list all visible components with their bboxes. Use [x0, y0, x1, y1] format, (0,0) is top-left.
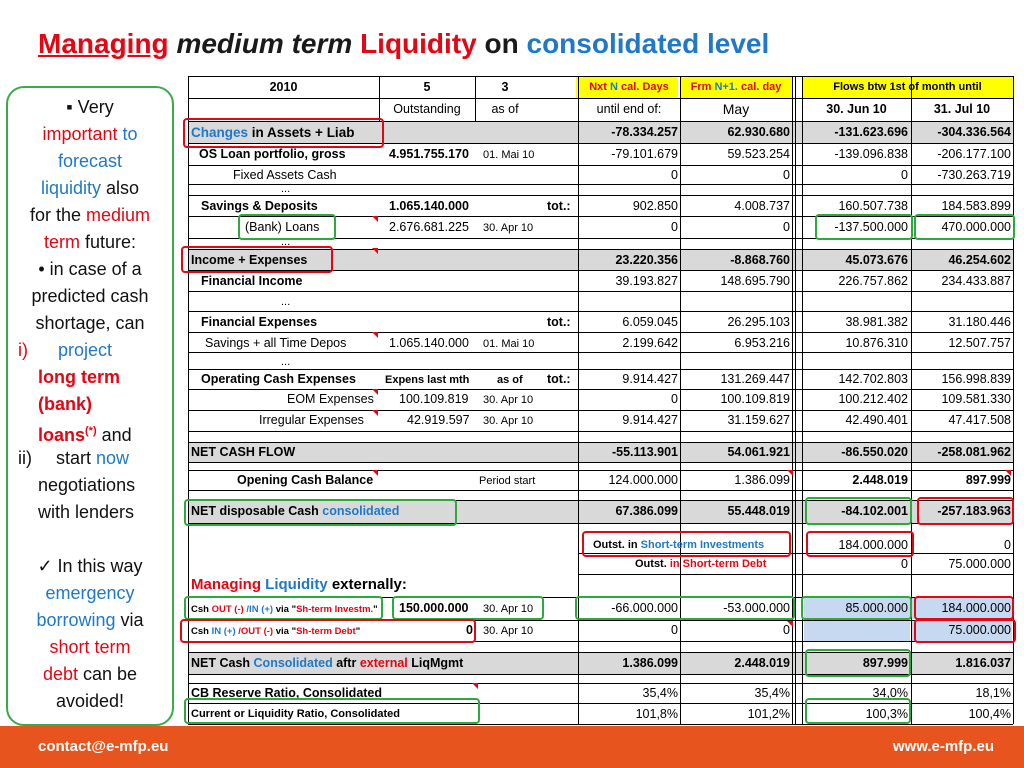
cell: 30. Apr 10 — [483, 222, 534, 234]
row-eom-label: EOM Expenses — [287, 392, 374, 406]
cell: 1.386.099 — [734, 473, 790, 487]
cell: 47.417.508 — [948, 413, 1011, 427]
comment-marker — [372, 332, 378, 338]
highlight-csh-investm-jul — [914, 596, 1014, 620]
cell: -304.336.564 — [937, 125, 1011, 139]
cell: 9.914.427 — [622, 372, 678, 386]
cell: 26.295.103 — [727, 315, 790, 329]
note-future: future: — [84, 232, 137, 252]
note-avoided: avoided! — [55, 691, 125, 711]
row-net-cash-consolidated-label: NET Cash Consolidated aftr external LiqMgmt — [191, 656, 464, 670]
cell: 902.850 — [632, 199, 678, 213]
cell: 131.269.447 — [720, 372, 790, 386]
blue-fill — [804, 620, 910, 641]
cell: 59.523.254 — [727, 147, 790, 161]
row-income-expenses-label: Income + Expenses — [191, 253, 308, 267]
cell: 4.951.755.170 — [389, 147, 469, 161]
comment-marker — [372, 470, 378, 476]
cell: 38.981.382 — [845, 315, 908, 329]
row-cb-reserve-label: CB Reserve Ratio, Consolidated — [191, 686, 383, 700]
cell: as of — [497, 374, 523, 386]
note-to: to — [122, 124, 138, 144]
note-project: project — [58, 340, 113, 360]
title-managing: Managing — [38, 28, 169, 59]
note-line: • in case of a — [38, 259, 142, 279]
cell: 184.000.000 — [941, 601, 1011, 615]
cell: 34,0% — [872, 686, 908, 700]
cell: 1.816.037 — [955, 656, 1011, 670]
row-net-cash-flow-label: NET CASH FLOW — [191, 445, 296, 459]
cell: -137.500.000 — [834, 220, 908, 234]
cell: 897.999 — [965, 473, 1011, 487]
cell: 0 — [901, 168, 908, 182]
footer-website-link[interactable]: www.e-mfp.eu — [892, 738, 994, 755]
comment-marker — [1005, 470, 1011, 476]
cell: -84.102.001 — [841, 504, 908, 518]
highlight-net-disposable — [184, 499, 457, 526]
cell: Expens last mth — [385, 374, 470, 386]
note-loans: loans — [38, 425, 86, 445]
note-liquidity: liquidity — [40, 178, 101, 198]
cell: 184.583.899 — [941, 199, 1011, 213]
note-via: via — [120, 610, 144, 630]
cell: 2.676.681.225 — [389, 220, 469, 234]
title-on: on — [484, 28, 519, 59]
note-start: start — [56, 448, 92, 468]
comment-marker — [372, 389, 378, 395]
row-financial-expenses-label: Financial Expenses — [201, 315, 318, 329]
cell: 184.000.000 — [838, 538, 908, 552]
row-csh-debt-label: Csh IN (+) /OUT (-) via "Sh-term Debt" — [191, 626, 361, 637]
cell: 30. Apr 10 — [483, 603, 534, 615]
note-important: important — [42, 124, 118, 144]
cell: 1.065.140.000 — [389, 199, 469, 213]
header-as-of: as of — [491, 102, 519, 116]
cell: 46.254.602 — [948, 253, 1011, 267]
cell: 01. Mai 10 — [483, 149, 535, 161]
title-liquidity: Liquidity — [360, 28, 477, 59]
cell: 100,3% — [865, 707, 908, 721]
footer-contact-link[interactable]: contact@e-mfp.eu — [38, 738, 169, 755]
cell: 35,4% — [642, 686, 678, 700]
cell: 75.000.000 — [948, 557, 1011, 571]
highlight-bank-jun — [815, 214, 913, 240]
cell: 62.930.680 — [727, 125, 790, 139]
note-borrowing: borrowing — [36, 610, 116, 630]
cell: 2.448.019 — [734, 656, 790, 670]
footer-bar — [0, 726, 1024, 768]
cell: 2.448.019 — [852, 473, 908, 487]
cell: 160.507.738 — [838, 199, 908, 213]
row-bank-loans-label: (Bank) Loans — [245, 220, 320, 234]
ellipsis: ... — [281, 183, 291, 195]
row-changes-label: Changes in Assets + Liab — [191, 125, 355, 140]
cell: -8.868.760 — [730, 253, 790, 267]
cell: Period start — [479, 475, 536, 487]
cell: -730.263.719 — [937, 168, 1011, 182]
highlight-bank-jul — [914, 214, 1015, 240]
note-check-line: ✓ In this way — [37, 556, 143, 576]
ellipsis: ... — [281, 356, 291, 368]
comment-marker — [787, 621, 793, 627]
ellipsis: ... — [281, 296, 291, 308]
cell: 0 — [466, 623, 473, 637]
note-emergency: emergency — [45, 583, 135, 603]
cell: 01. Mai 10 — [483, 338, 535, 350]
cell: 109.581.330 — [941, 392, 1011, 406]
highlight-ncc-jun — [805, 649, 911, 677]
highlight-csh-investm-values — [575, 596, 795, 620]
header-may: May — [722, 101, 750, 117]
row-os-loan-label: OS Loan portfolio, gross — [199, 147, 346, 161]
highlight-csh-investm — [184, 596, 383, 620]
cell: -66.000.000 — [611, 601, 678, 615]
comment-marker — [472, 683, 478, 689]
note-forecast: forecast — [57, 151, 123, 171]
liquidity-spreadsheet — [183, 76, 1018, 726]
note-short-term: short term — [49, 637, 131, 657]
cell: 142.702.803 — [838, 372, 908, 386]
header-jul: 31. Jul 10 — [933, 102, 991, 116]
highlight-csh-investm-amt — [392, 596, 544, 620]
cell: 6.953.216 — [734, 336, 790, 350]
row-fixed-assets-label: Fixed Assets Cash — [233, 168, 337, 182]
cell: -258.081.962 — [937, 445, 1011, 459]
cell: 0 — [783, 623, 790, 637]
title-consolidated-level: consolidated level — [526, 28, 770, 59]
header-jun: 30. Jun 10 — [826, 102, 887, 116]
cell: -86.550.020 — [841, 445, 908, 459]
note-medium: medium — [86, 205, 151, 225]
comment-marker — [372, 410, 378, 416]
cell: -79.101.679 — [611, 147, 678, 161]
note-ii: ii) — [18, 448, 32, 468]
header-year: 2010 — [269, 80, 298, 94]
cell: -55.113.901 — [611, 445, 678, 459]
row-outst-investments-label: Outst. in Short-term Investments — [593, 539, 765, 551]
cell: 10.876.310 — [845, 336, 908, 350]
note-now: now — [96, 448, 130, 468]
note-debt: debt — [42, 664, 78, 684]
highlight-bank-loans — [238, 214, 336, 240]
cell: 0 — [1004, 538, 1011, 552]
cell: tot.: — [547, 199, 571, 213]
highlight-csh-debt-jul — [914, 619, 1016, 643]
cell: 1.386.099 — [622, 656, 678, 670]
note-term: term — [43, 232, 80, 252]
cell: 2.199.642 — [622, 336, 678, 350]
header-until-end: until end of: — [596, 102, 662, 116]
cell: 42.919.597 — [407, 413, 470, 427]
cell: 148.695.790 — [720, 274, 790, 288]
note-footnote-mark: (*) — [85, 425, 97, 437]
cell: 101,8% — [635, 707, 678, 721]
header-5: 5 — [423, 80, 431, 94]
cell: 100.109.819 — [720, 392, 790, 406]
cell: 124.000.000 — [608, 473, 678, 487]
cell: 54.061.921 — [727, 445, 790, 459]
note-with-lenders: with lenders — [38, 502, 135, 522]
cell: 470.000.000 — [941, 220, 1011, 234]
note-i: i) — [18, 340, 28, 360]
cell: 67.386.099 — [615, 504, 678, 518]
highlight-outst-inv-jun — [806, 531, 914, 557]
cell: 100,4% — [968, 707, 1011, 721]
cell: 35,4% — [754, 686, 790, 700]
header-3: 3 — [501, 80, 509, 94]
cell: 45.073.676 — [845, 253, 908, 267]
row-current-ratio-label: Current or Liquidity Ratio, Consolidated — [191, 708, 400, 720]
cell: 6.059.045 — [622, 315, 678, 329]
highlight-csh-investm-jun — [801, 596, 912, 620]
header-outstanding: Outstanding — [393, 102, 461, 116]
highlight-ndc-jun — [805, 497, 912, 525]
highlight-outst-investments — [582, 531, 791, 557]
cell: -206.177.100 — [937, 147, 1011, 161]
cell: 31.180.446 — [948, 315, 1011, 329]
note-line: ▪ Very — [66, 97, 114, 117]
cell: 101,2% — [747, 707, 790, 721]
note-for-the: for the — [29, 205, 81, 225]
title-medium-term: medium term — [176, 28, 353, 59]
cell: 55.448.019 — [727, 504, 790, 518]
cell: 30. Apr 10 — [483, 625, 534, 637]
cell: 42.490.401 — [845, 413, 908, 427]
cell: -139.096.838 — [834, 147, 908, 161]
cell: 100.109.819 — [399, 392, 469, 406]
section-managing-externally: Managing Liquidity externally: — [191, 576, 407, 593]
cell: 18,1% — [975, 686, 1011, 700]
highlight-csh-debt — [180, 619, 476, 643]
note-line: predicted cash — [31, 286, 149, 306]
comment-marker — [787, 470, 793, 476]
comment-marker — [372, 248, 378, 254]
cell: 0 — [901, 557, 908, 571]
note-also: also — [106, 178, 140, 198]
note-long-term: long term — [38, 367, 121, 387]
cell: 150.000.000 — [399, 601, 469, 615]
cell: 23.220.356 — [615, 253, 678, 267]
cell: 75.000.000 — [948, 623, 1011, 637]
note-negotiations: negotiations — [38, 475, 136, 495]
cell: 31.159.627 — [727, 413, 790, 427]
cell: 85.000.000 — [845, 601, 908, 615]
cell: 30. Apr 10 — [483, 394, 534, 406]
header-from-day: Frm N+1. cal. day — [690, 81, 782, 93]
cell: 4.008.737 — [734, 199, 790, 213]
note-and: and — [101, 425, 132, 445]
cell: 1.065.140.000 — [389, 336, 469, 350]
cell: 0 — [671, 623, 678, 637]
cell: 39.193.827 — [615, 274, 678, 288]
row-csh-investm-label: Csh OUT (-) /IN (+) via "Sh-term Investm." — [191, 604, 378, 615]
cell: -53.000.000 — [723, 601, 790, 615]
cell: -257.183.963 — [937, 504, 1011, 518]
cell: 100.212.402 — [838, 392, 908, 406]
highlight-current-ratio — [184, 698, 480, 724]
cell: tot.: — [547, 315, 571, 329]
highlight-ndc-jul — [917, 497, 1014, 525]
cell: 156.998.839 — [941, 372, 1011, 386]
row-irregular-label: Irregular Expenses — [259, 413, 364, 427]
note-can-be: can be — [83, 664, 138, 684]
row-savings-time-depos-label: Savings + all Time Depos — [205, 336, 347, 350]
highlight-changes — [183, 118, 384, 148]
note-bank: (bank) — [38, 394, 92, 414]
row-opex-label: Operating Cash Expenses — [201, 372, 356, 386]
row-net-disposable-label: NET disposable Cash consolidated — [191, 504, 400, 518]
row-outst-debt-label: Outst. in Short-term Debt — [635, 558, 767, 570]
header-flows: Flows btw 1st of month until — [833, 81, 982, 93]
highlight-current-jun — [805, 698, 911, 724]
ellipsis: ... — [281, 236, 291, 248]
header-next-days: Nxt N cal. Days — [589, 81, 669, 93]
row-savings-label: Savings & Deposits — [201, 199, 318, 213]
cell: 226.757.862 — [838, 274, 908, 288]
note-line: shortage, can — [35, 313, 145, 333]
row-opening-balance-label: Opening Cash Balance — [237, 473, 374, 487]
cell: 0 — [783, 220, 790, 234]
cell: 0 — [671, 168, 678, 182]
cell: -131.623.696 — [834, 125, 908, 139]
cell: 0 — [671, 220, 678, 234]
cell: 0 — [783, 168, 790, 182]
cell: 9.914.427 — [622, 413, 678, 427]
cell: 12.507.757 — [948, 336, 1011, 350]
cell: 0 — [671, 392, 678, 406]
row-financial-income-label: Financial Income — [201, 274, 303, 288]
cell: -78.334.257 — [611, 125, 678, 139]
cell: tot.: — [547, 372, 571, 386]
highlight-income-expenses — [181, 246, 333, 273]
slide-title — [38, 28, 769, 60]
cell: 897.999 — [862, 656, 908, 670]
cell: 30. Apr 10 — [483, 415, 534, 427]
cell: 234.433.887 — [941, 274, 1011, 288]
comment-marker — [372, 216, 378, 222]
